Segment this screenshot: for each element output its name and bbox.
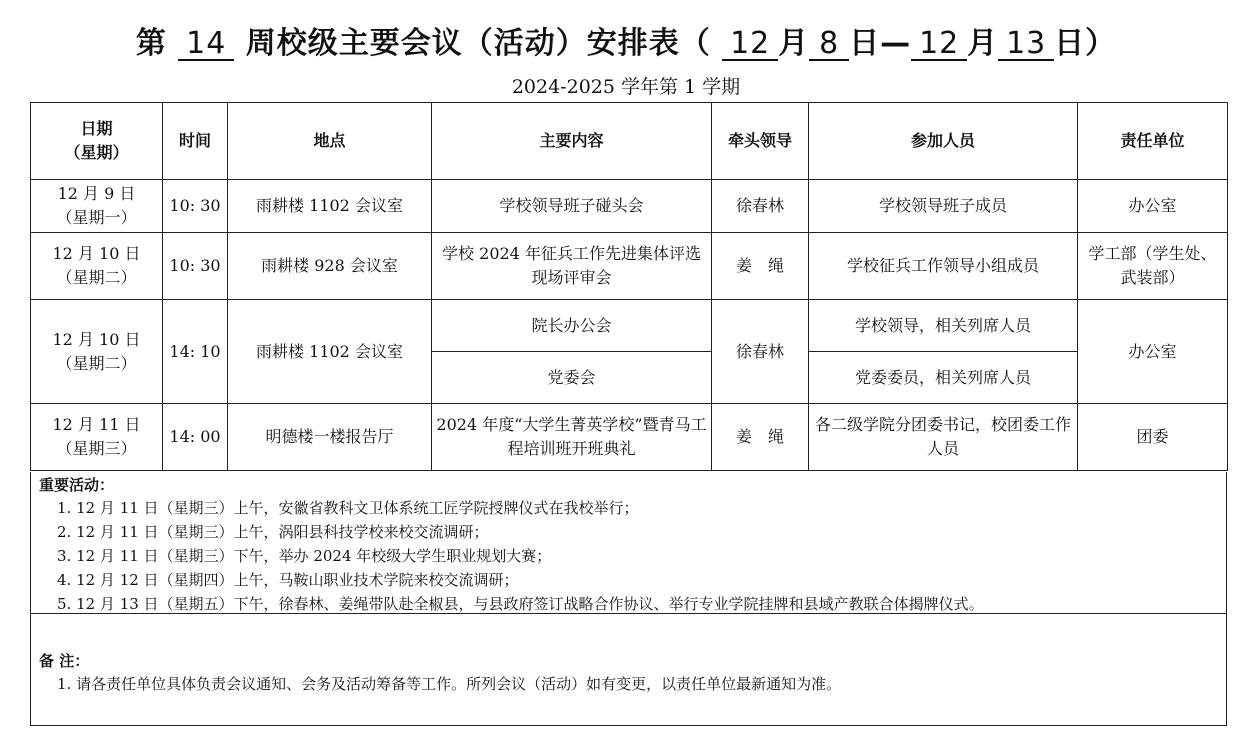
header-date-label: 日期 bbox=[80, 119, 113, 138]
content-cell: 2024 年度“大学生菁英学校”暨青马工程培训班开班典礼 bbox=[432, 404, 712, 471]
list-item: 3. 12 月 11 日（星期三）下午，举办 2024 年校级大学生职业规划大赛； bbox=[57, 547, 552, 565]
page-title bbox=[0, 18, 1252, 62]
list-item: 1. 12 月 11 日（星期三）上午，安徽省教科文卫体系统工匠学院授牌仪式在我校举行； bbox=[57, 499, 639, 517]
weekday-text: （星期二） bbox=[56, 268, 137, 287]
table-row bbox=[31, 300, 1228, 352]
list-item: 4. 12 月 12 日（星期四）上午，马鞍山职业技术学院来校交流调研； bbox=[57, 571, 519, 589]
schedule-table bbox=[30, 102, 1228, 471]
table-row bbox=[31, 404, 1228, 471]
title-text: 日— bbox=[849, 26, 912, 61]
content-cell: 学校 2024 年征兵工作先进集体评选现场评审会 bbox=[432, 233, 712, 300]
header-unit: 责任单位 bbox=[1078, 103, 1228, 180]
list-item: 1. 请各责任单位具体负责会议通知、会务及活动筹备等工作。所列会议（活动）如有变更，以责任单位最新通知为准。 bbox=[57, 675, 842, 693]
notes-section bbox=[30, 614, 1227, 726]
header-place: 地点 bbox=[228, 103, 432, 180]
header-attendees: 参加人员 bbox=[809, 103, 1078, 180]
weekday-text: （星期一） bbox=[56, 208, 137, 227]
list-item: 2. 12 月 11 日（星期三）上午，涡阳县科技学校来校交流调研； bbox=[57, 523, 489, 541]
attendees-cell: 学校领导，相关列席人员 bbox=[809, 300, 1078, 352]
attendees-cell: 学校征兵工作领导小组成员 bbox=[809, 233, 1078, 300]
time-cell: 10: 30 bbox=[163, 180, 228, 233]
leader-cell: 徐春林 bbox=[712, 300, 809, 404]
end-month: 12 bbox=[911, 29, 967, 61]
content-cell: 党委会 bbox=[432, 352, 712, 404]
unit-cell: 办公室 bbox=[1078, 180, 1228, 233]
table-header-row bbox=[31, 103, 1228, 180]
leader-cell: 姜 绳 bbox=[712, 404, 809, 471]
attendees-cell: 党委委员，相关列席人员 bbox=[809, 352, 1078, 404]
title-text: 月 bbox=[967, 26, 999, 61]
header-leader: 牵头领导 bbox=[712, 103, 809, 180]
header-date bbox=[31, 103, 163, 180]
time-cell: 10: 30 bbox=[163, 233, 228, 300]
date-text: 12 月 10 日 bbox=[52, 329, 141, 349]
attendees-cell: 学校领导班子成员 bbox=[809, 180, 1078, 233]
table-row bbox=[31, 233, 1228, 300]
header-weekday-label: （星期） bbox=[64, 143, 129, 162]
title-text: 日） bbox=[1054, 26, 1117, 61]
end-day: 13 bbox=[998, 29, 1054, 61]
content-cell: 院长办公会 bbox=[432, 300, 712, 352]
subtitle: 2024-2025 学年第 1 学期 bbox=[511, 76, 741, 98]
notes-heading: 备 注： bbox=[39, 652, 90, 670]
header-time: 时间 bbox=[163, 103, 228, 180]
start-month: 12 bbox=[722, 29, 778, 61]
title-text: 月 bbox=[778, 26, 810, 61]
place-cell: 雨耕楼 928 会议室 bbox=[228, 233, 432, 300]
date-text: 12 月 9 日 bbox=[57, 184, 136, 203]
date-cell bbox=[31, 180, 163, 233]
place-cell: 雨耕楼 1102 会议室 bbox=[228, 300, 432, 404]
title-text: 周校级主要会议（活动）安排表（ bbox=[245, 26, 711, 61]
weekday-text: （星期三） bbox=[56, 439, 137, 458]
header-content: 主要内容 bbox=[432, 103, 712, 180]
start-day: 8 bbox=[809, 29, 849, 61]
activities-heading: 重要活动： bbox=[39, 476, 115, 494]
leader-cell: 徐春林 bbox=[712, 180, 809, 233]
weekday-text: （星期二） bbox=[56, 353, 137, 373]
date-text: 12 月 11 日 bbox=[52, 415, 141, 434]
time-cell: 14: 00 bbox=[163, 404, 228, 471]
date-cell bbox=[31, 404, 163, 471]
place-cell: 雨耕楼 1102 会议室 bbox=[228, 180, 432, 233]
table-row bbox=[31, 180, 1228, 233]
time-cell: 14: 10 bbox=[163, 300, 228, 404]
important-activities bbox=[30, 472, 1227, 614]
date-cell bbox=[31, 233, 163, 300]
date-text: 12 月 10 日 bbox=[52, 244, 141, 263]
attendees-cell: 各二级学院分团委书记，校团委工作人员 bbox=[809, 404, 1078, 471]
content-cell: 学校领导班子碰头会 bbox=[432, 180, 712, 233]
date-cell bbox=[31, 300, 163, 404]
title-text: 第 bbox=[135, 26, 167, 61]
place-cell: 明德楼一楼报告厅 bbox=[228, 404, 432, 471]
unit-cell: 办公室 bbox=[1078, 300, 1228, 404]
week-number: 14 bbox=[178, 29, 234, 61]
unit-cell: 学工部（学生处、武装部） bbox=[1078, 233, 1228, 300]
list-item: 5. 12 月 13 日（星期五）下午，徐春林、姜绳带队赴全椒县，与县政府签订战略合作协议、举行专业学院挂牌和县域产教联合体揭牌仪式。 bbox=[57, 595, 984, 613]
unit-cell: 团委 bbox=[1078, 404, 1228, 471]
leader-cell: 姜 绳 bbox=[712, 233, 809, 300]
